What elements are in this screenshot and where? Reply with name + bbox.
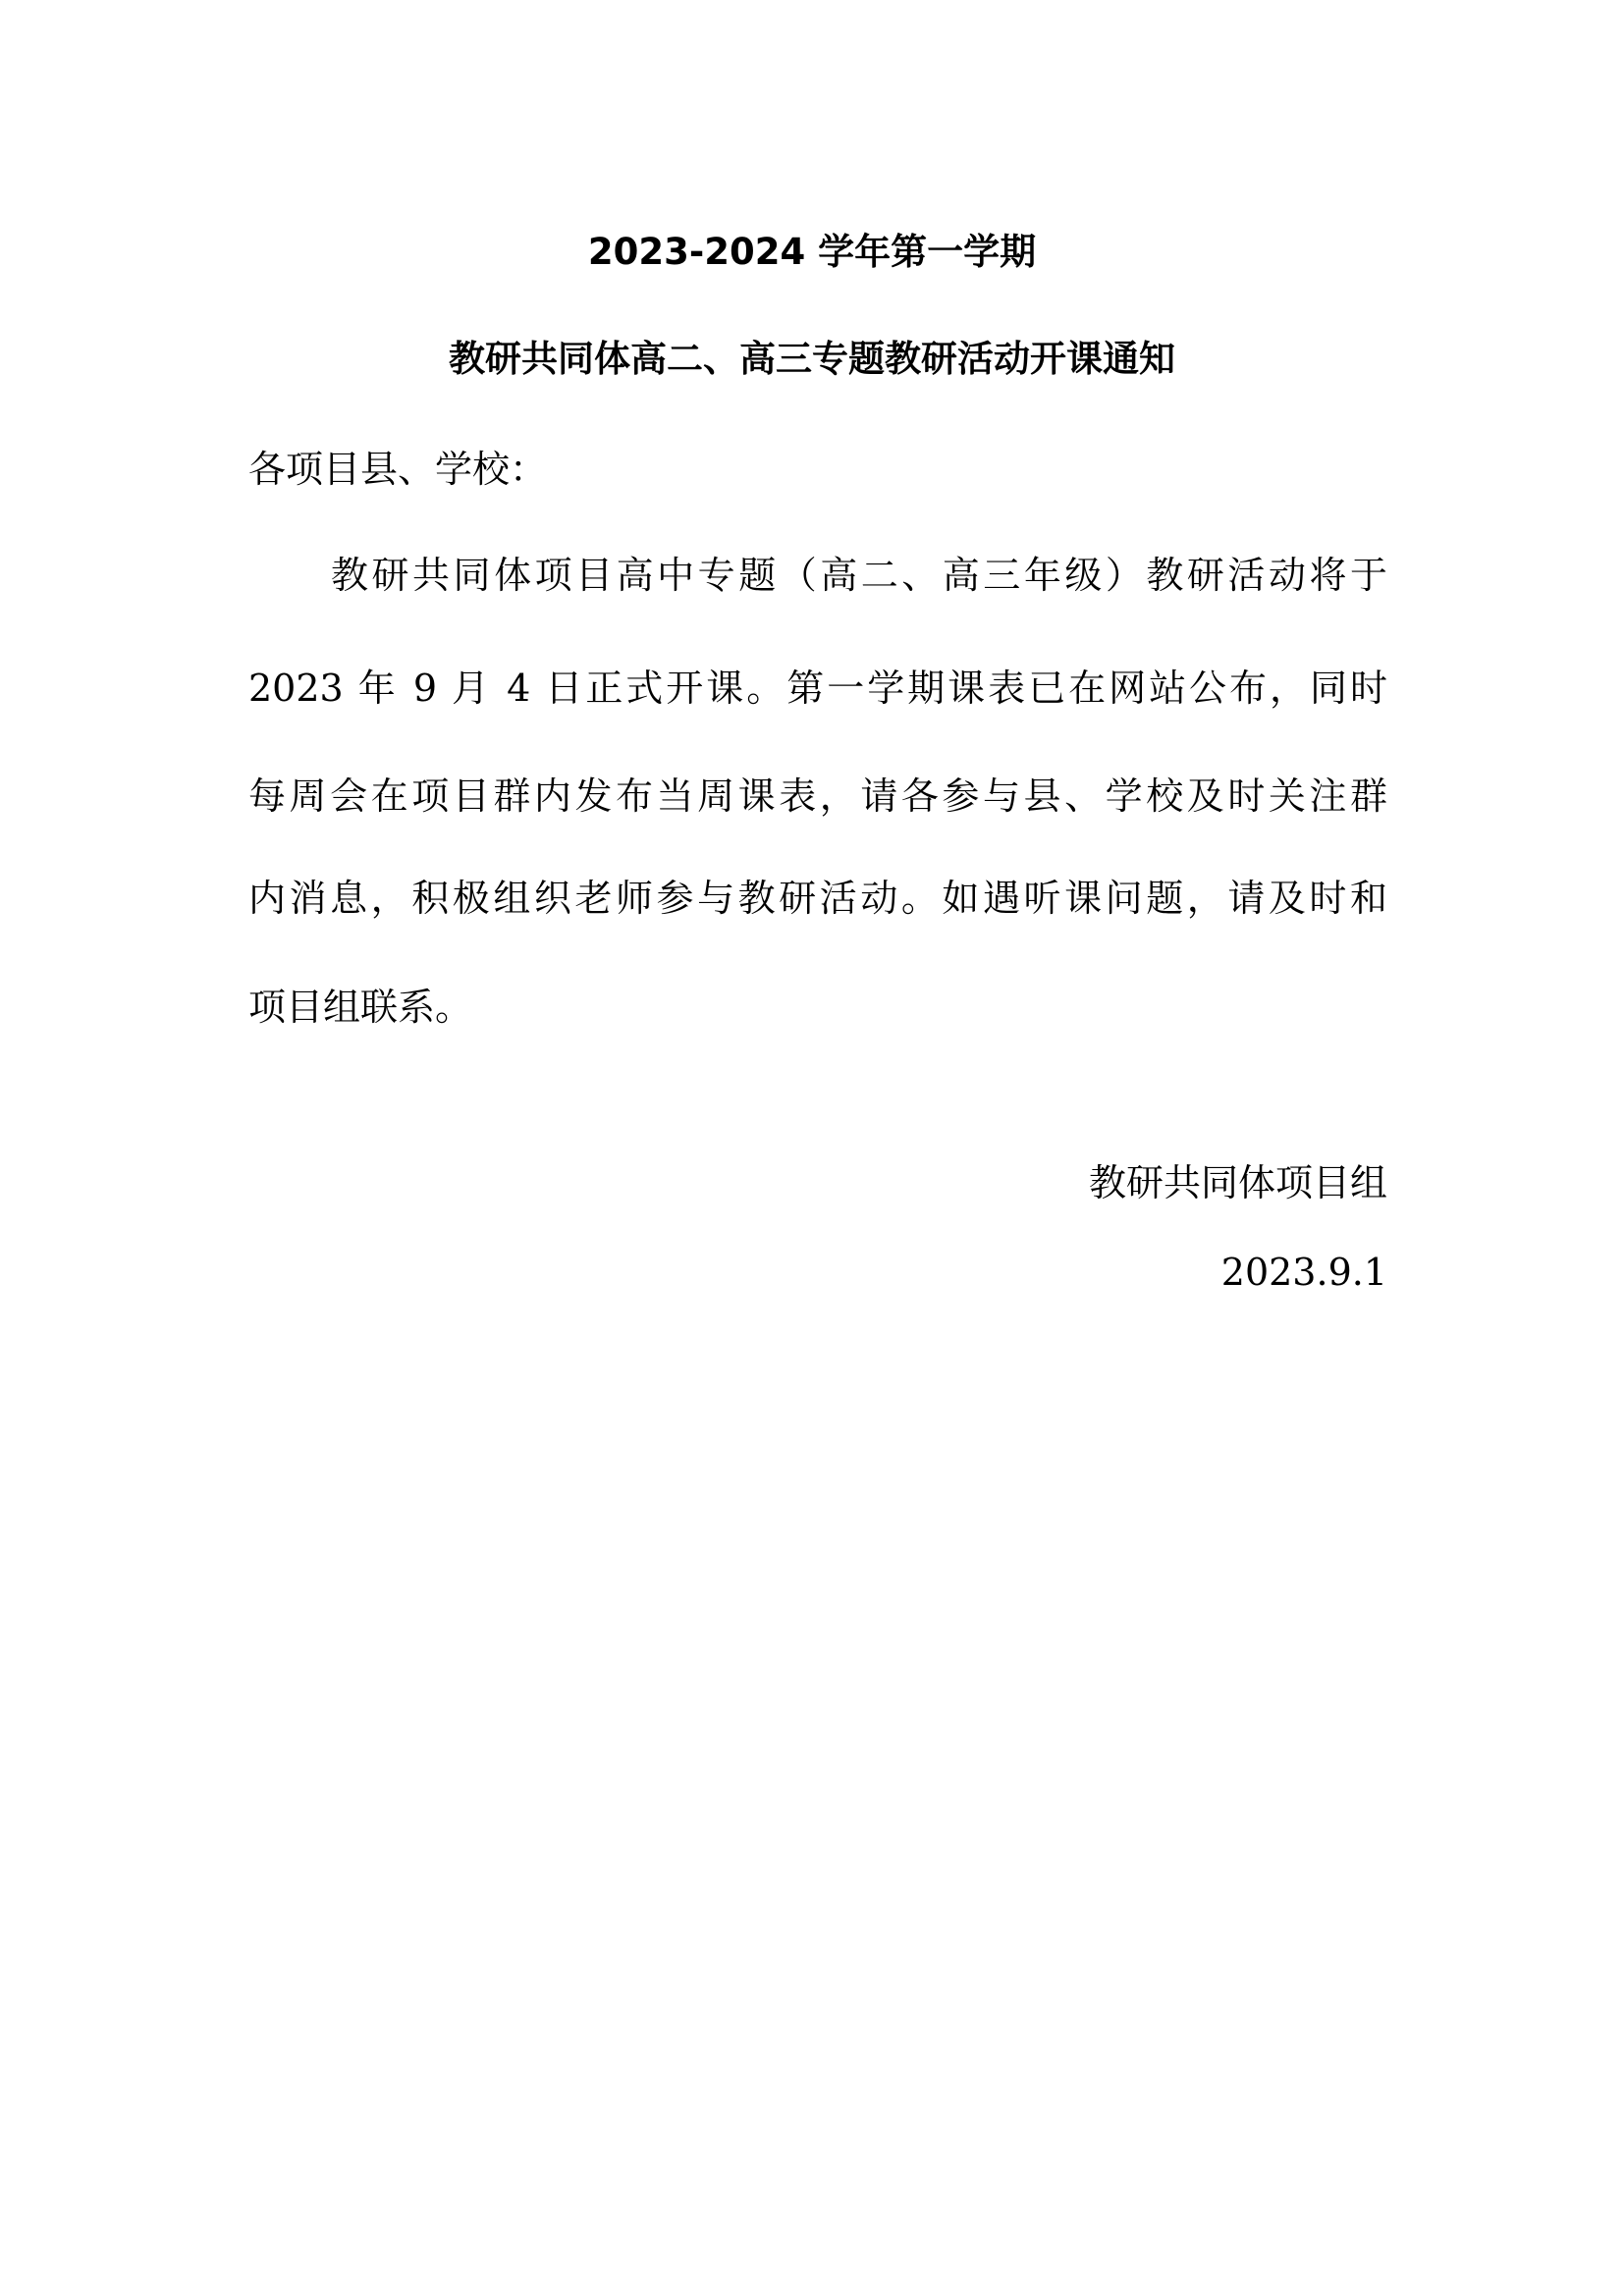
document-title-notice: 教研共同体高二、高三专题教研活动开课通知 (449, 338, 1175, 380)
signature-organization: 教研共同体项目组 (1088, 1161, 1387, 1204)
body-paragraph-line: 项目组联系。 (248, 986, 473, 1029)
body-paragraph-line: 每周会在项目群内发布当周课表，请各参与县、学校及时关注群 (248, 774, 1387, 818)
body-paragraph-line: 2023 年 9 月 4 日正式开课。第一学期课表已在网站公布，同时 (248, 667, 1387, 710)
salutation: 各项目县、学校： (248, 448, 548, 491)
document-title-semester: 2023-2024 学年第一学期 (587, 231, 1037, 273)
body-paragraph-line: 教研共同体项目高中专题（高二、高三年级）教研活动将于 (331, 554, 1387, 597)
body-paragraph-line: 内消息，积极组织老师参与教研活动。如遇听课问题，请及时和 (248, 877, 1387, 920)
signature-date: 2023.9.1 (1220, 1251, 1387, 1294)
